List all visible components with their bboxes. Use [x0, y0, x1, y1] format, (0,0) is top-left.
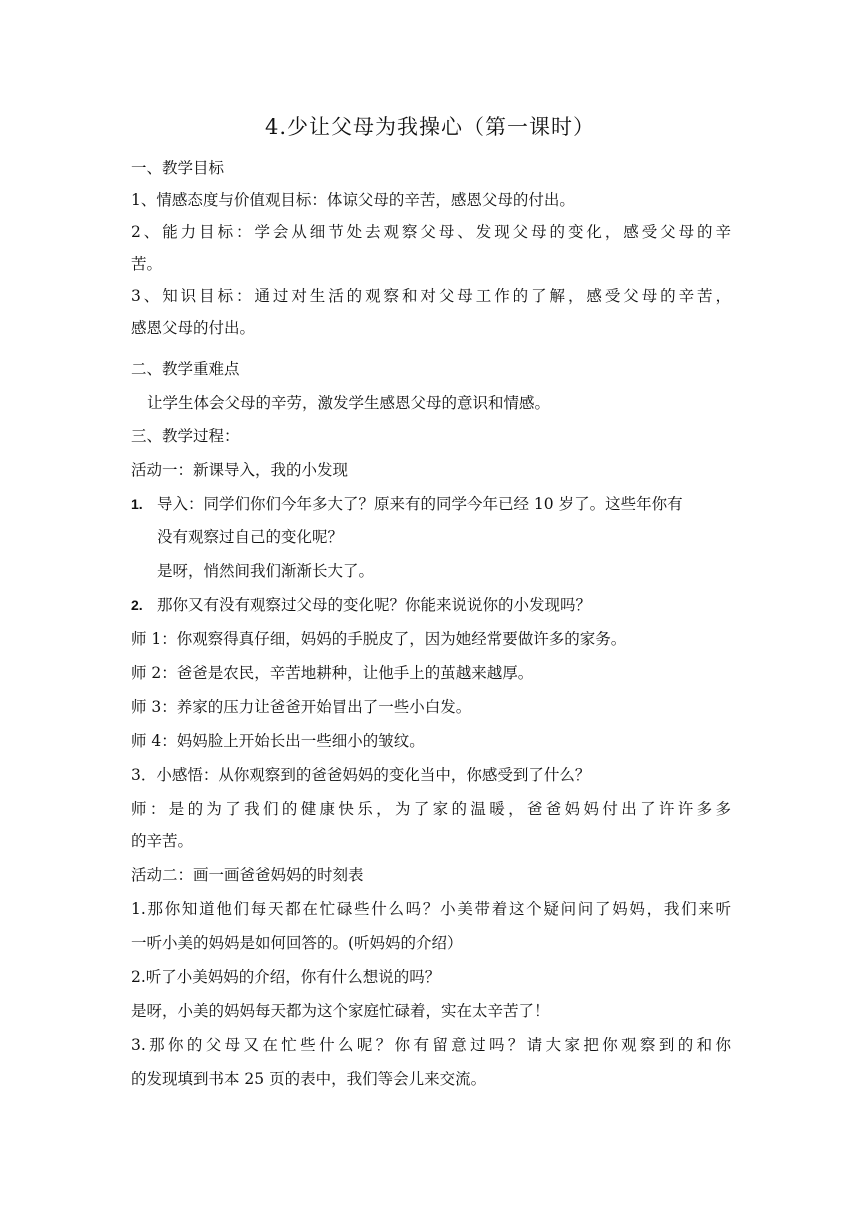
goal-emotion-line: 1、情感态度与价值观目标：体谅父母的辛苦，感恩父母的付出。	[131, 191, 575, 209]
list-item-2	[131, 593, 731, 617]
activity-two-item-2: 2.听了小美妈妈的介绍，你有什么想说的吗？	[131, 968, 441, 986]
teacher-summary-line-cont: 的辛苦。	[131, 832, 194, 850]
activity-one-heading: 活动一：新课导入，我的小发现	[131, 461, 349, 479]
teacher-line-3: 师 3：养家的压力让爸爸开始冒出了一些小白发。	[131, 698, 472, 716]
reflection-line: 3．小感悟：从你观察到的爸爸妈妈的变化当中，你感受到了什么？	[131, 766, 591, 784]
activity-two-item-3-cont: 的发现填到书本 25 页的表中，我们等会儿来交流。	[131, 1070, 487, 1088]
teacher-line-2: 师 2：爸爸是农民，辛苦地耕种，让他手上的茧越来越厚。	[131, 664, 534, 682]
activity-two-response: 是呀，小美的妈妈每天都为这个家庭忙碌着，实在太辛苦了！	[131, 1002, 550, 1020]
heading-key-points: 二、教学重难点	[131, 360, 240, 378]
heading-teaching-process: 三、教学过程：	[131, 427, 240, 445]
goal-ability-line-cont: 苦。	[131, 255, 163, 273]
key-points-text: 让学生体会父母的辛劳，激发学生感恩父母的意识和情感。	[147, 394, 551, 412]
activity-two-item-3: 3.那你的父母又在忙些什么呢？你有留意过吗？请大家把你观察到的和你	[131, 1036, 731, 1054]
list-marker-2: 2.	[131, 597, 143, 613]
teacher-summary-line: 师：是的为了我们的健康快乐，为了家的温暖，爸爸妈妈付出了许许多多	[131, 800, 731, 818]
list-item-1-text: 导入：同学们你们今年多大了？原来有的同学今年已经 10 岁了。这些年你有	[157, 495, 683, 513]
list-marker-1: 1.	[131, 496, 143, 512]
goal-knowledge-line: 3、知识目标：通过对生活的观察和对父母工作的了解，感受父母的辛苦，	[131, 287, 731, 305]
activity-two-item-1-cont: 一听小美的妈妈是如何回答的。(听妈妈的介绍）	[131, 934, 463, 952]
activity-two-item-1: 1.那你知道他们每天都在忙碌些什么吗？小美带着这个疑问问了妈妈，我们来听	[131, 900, 731, 918]
list-item-2-text: 那你又有没有观察过父母的变化呢？你能来说说你的小发现吗？	[157, 596, 592, 614]
activity-two-heading: 活动二：画一画爸爸妈妈的时刻表	[131, 866, 364, 884]
teacher-line-4: 师 4：妈妈脸上开始长出一些细小的皱纹。	[131, 732, 425, 750]
document-title: 4.少让父母为我操心（第一课时）	[264, 115, 596, 139]
goal-ability-line: 2、能力目标：学会从细节处去观察父母、发现父母的变化，感受父母的辛	[131, 223, 731, 241]
list-item-1-cont: 没有观察过自己的变化呢？	[157, 528, 344, 546]
teacher-line-1: 师 1：你观察得真仔细，妈妈的手脱皮了，因为她经常要做许多的家务。	[131, 630, 627, 648]
heading-teaching-goals: 一、教学目标	[131, 159, 225, 177]
list-item-1-note: 是呀，悄然间我们渐渐长大了。	[157, 562, 375, 580]
list-item-1	[131, 492, 731, 516]
goal-knowledge-line-cont: 感恩父母的付出。	[131, 319, 256, 337]
